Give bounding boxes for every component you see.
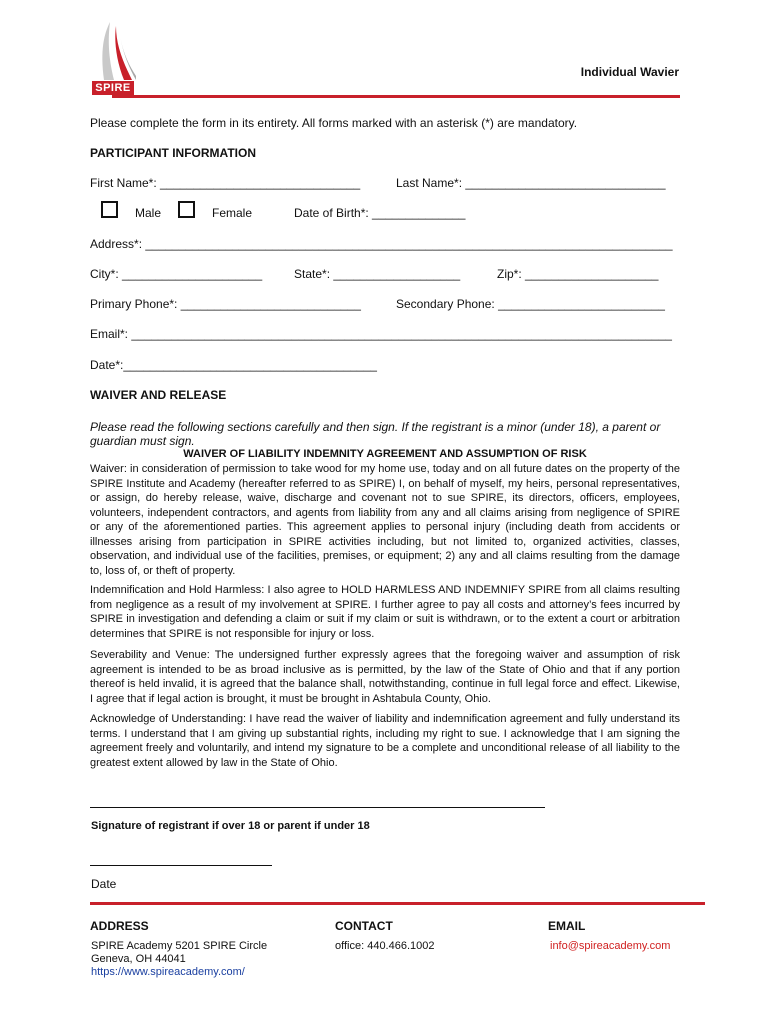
primary-phone-field[interactable]: Primary Phone*: ___________________________: [90, 297, 361, 311]
severability-paragraph: Severability and Venue: The undersigned further expressly agrees that the foregoing waiver and assumption of risk agreement is intended to be as broad inclusive as is permitted, by the law of the State of Ohio and that if any portion thereof is held invalid, it is agreed that the balance shall, notwithstanding, continue in full legal force and effect. Likewise, I agree that if legal action is brought, it must be brought in Ashtabula County, Ohio.: [90, 649, 680, 705]
female-label: Female: [212, 206, 253, 220]
address-field[interactable]: Address*: _______________________________________________________________________________: [90, 237, 673, 251]
signature-line[interactable]: [90, 807, 545, 808]
signature-label: Signature of registrant if over 18 or parent if under 18: [91, 820, 370, 832]
state-field[interactable]: State*: ___________________: [294, 267, 461, 281]
participant-heading: PARTICIPANT INFORMATION: [90, 146, 256, 160]
male-checkbox[interactable]: [101, 201, 118, 218]
footer-email-link[interactable]: info@spireacademy.com: [550, 940, 671, 952]
city-field[interactable]: City*: _____________________: [90, 267, 263, 281]
logo-text: SPIRE: [92, 81, 134, 95]
footer-phone: office: 440.466.1002: [335, 940, 435, 952]
date-of-birth-field[interactable]: Date of Birth*: ______________: [294, 206, 466, 220]
waiver-subheading: WAIVER OF LIABILITY INDEMNITY AGREEMENT AND ASSUMPTION OF RISK: [183, 448, 587, 460]
footer-address-line2: Geneva, OH 44041: [91, 953, 186, 965]
zip-field[interactable]: Zip*: ____________________: [497, 267, 659, 281]
footer-email-heading: EMAIL: [548, 919, 586, 933]
footer-address-heading: ADDRESS: [90, 919, 149, 933]
waiver-paragraph: Waiver: in consideration of permission to take wood for my home use, today and on all future dates on the property of the SPIRE Institute and Academy (hereafter referred to as SPIRE) I, on behalf of myself, my heirs, personal representatives, or assign, do hereby release, waive, discharge and covenant not to sue SPIRE, its directors, officers, employees, volunteers, independent contractors, and agents from liability from any and all claims arising from negligence of SPIRE or any of the aforementioned parties. This agreement applies to personal injury (including death from accidents or illnesses arising from participation in SPIRE activities including, but not limited to, organized activities, classes, observation, and individual use of the facilities, premises, or equipment; 2) any and all claims resulting from the damage to, loss of, or theft of property.: [90, 463, 680, 577]
indemnification-paragraph: Indemnification and Hold Harmless: I also agree to HOLD HARMLESS AND INDEMNIFY SPIRE from all claims resulting from negligence as a result of my involvement at SPIRE. I further agree to pay all costs and attorney’s fees incurred by SPIRE in investigation and defending a claim or suit if my claim or suit is withdrawn, or to the extent a court or arbitration determines that SPIRE is not responsible for injury or loss.: [90, 584, 680, 640]
acknowledgement-paragraph: Acknowledge of Understanding: I have read the waiver of liability and indemnification agreement and fully understand its terms. I understand that I am giving up substantial rights, including my right to sue. I acknowledge that I am signing the agreement freely and voluntarily, and intend my signature to be a complete and unconditional release of all liability to the greatest extent allowed by law in the State of Ohio.: [90, 713, 680, 769]
email-field[interactable]: Email*: _________________________________________________________________________________: [90, 327, 672, 341]
footer-divider: [90, 902, 705, 905]
male-label: Male: [135, 206, 162, 220]
waiver-instructions: Please read the following sections carefully and then sign. If the registrant is a minor (under 18), a parent or guardian must sign.: [90, 420, 661, 448]
signature-date-label: Date: [91, 877, 117, 891]
first-name-field[interactable]: First Name*: ______________________________: [90, 176, 361, 190]
header-divider: [112, 95, 680, 98]
footer-website-link[interactable]: https://www.spireacademy.com/: [91, 966, 245, 978]
signature-date-line[interactable]: [90, 865, 272, 866]
female-checkbox[interactable]: [178, 201, 195, 218]
date-field[interactable]: Date*:______________________________________: [90, 358, 377, 372]
footer-address-line1: SPIRE Academy 5201 SPIRE Circle: [91, 940, 268, 952]
footer-contact-heading: CONTACT: [335, 919, 393, 933]
waiver-heading: WAIVER AND RELEASE: [90, 388, 227, 402]
page-title: Individual Wavier: [580, 65, 679, 79]
intro-text: Please complete the form in its entirety. All forms marked with an asterisk (*) are mandatory.: [90, 116, 578, 130]
secondary-phone-field[interactable]: Secondary Phone: _________________________: [396, 297, 665, 311]
last-name-field[interactable]: Last Name*: ______________________________: [396, 176, 666, 190]
